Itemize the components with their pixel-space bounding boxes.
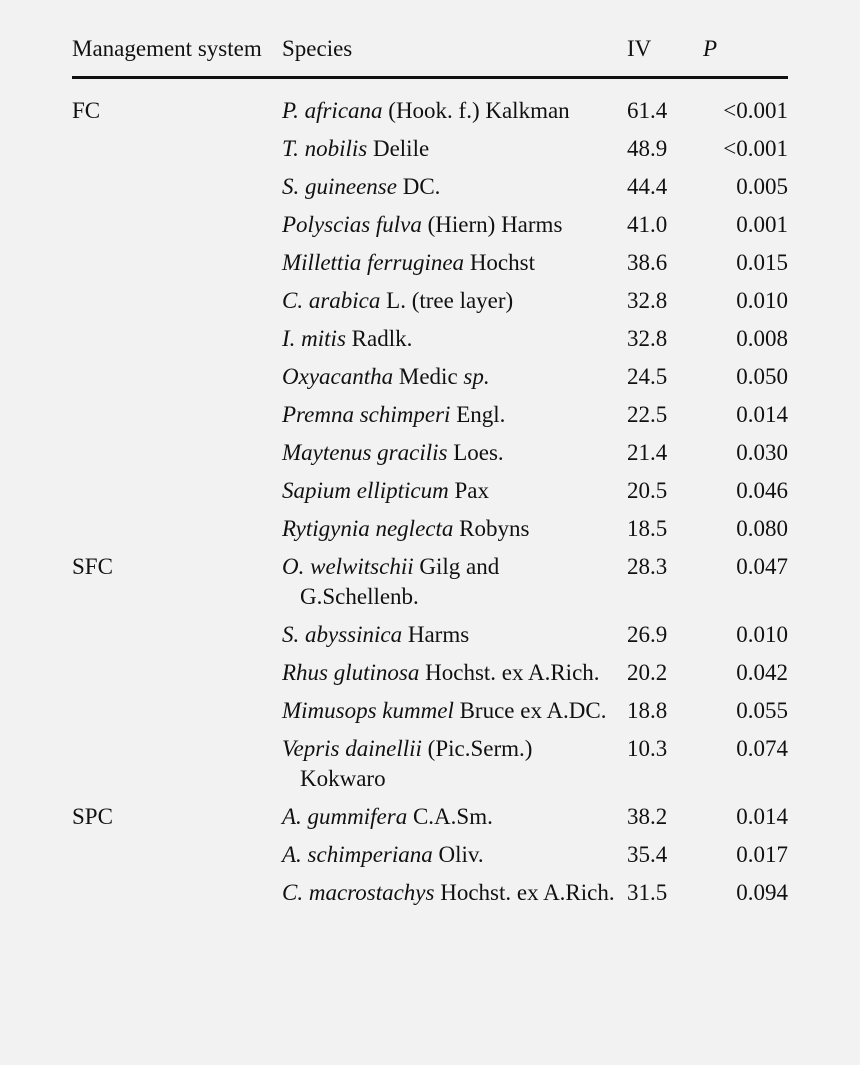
iv-cell: 10.3 — [627, 736, 668, 761]
iv-cell: 20.2 — [627, 660, 668, 685]
management-system-cell — [72, 324, 282, 362]
species-authority: Medic — [393, 364, 464, 389]
p-value-cell: 0.030 — [736, 440, 788, 465]
iv-cell: 22.5 — [627, 402, 668, 427]
species-cell — [282, 362, 627, 400]
p-value-cell: 0.042 — [736, 660, 788, 685]
p-value-cell: 0.010 — [736, 288, 788, 313]
table-row — [72, 324, 788, 362]
species-cell — [282, 878, 627, 916]
table-row — [72, 802, 788, 840]
species-authority: Robyns — [453, 516, 530, 541]
species-name: Oxyacantha — [282, 364, 394, 389]
species-authority: Delile — [367, 136, 430, 161]
p-value-cell: <0.001 — [723, 136, 788, 161]
iv-cell: 26.9 — [627, 622, 668, 647]
management-system-cell: SFC — [72, 554, 113, 579]
species-authority: Hochst. ex A.Rich. — [434, 880, 615, 905]
species-authority: (Hiern) Harms — [421, 212, 563, 237]
iv-cell: 48.9 — [627, 136, 668, 161]
management-system-cell — [72, 734, 282, 802]
p-value-cell: 0.014 — [736, 804, 788, 829]
iv-cell: 20.5 — [627, 478, 668, 503]
species-name: C. macrostachys — [282, 880, 435, 905]
p-value-cell: 0.074 — [736, 736, 788, 761]
table-row — [72, 134, 788, 172]
header-iv: IV — [627, 34, 695, 78]
table-header — [72, 34, 788, 78]
management-system-cell — [72, 696, 282, 734]
species-authority: Gilg and G.Schellenb. — [300, 554, 500, 609]
species-cell — [282, 324, 627, 362]
species-name: Rhus glutinosa — [282, 660, 420, 685]
table-row — [72, 514, 788, 552]
iv-cell: 24.5 — [627, 364, 668, 389]
species-name: P. africana — [282, 98, 383, 123]
species-authority: Loes. — [447, 440, 504, 465]
p-value-cell: 0.001 — [736, 212, 788, 237]
species-authority: Radlk. — [345, 326, 413, 351]
p-value-cell: 0.010 — [736, 622, 788, 647]
species-name: C. arabica — [282, 288, 381, 313]
p-value-cell: 0.046 — [736, 478, 788, 503]
table-row — [72, 438, 788, 476]
iv-cell: 21.4 — [627, 440, 668, 465]
species-name: I. mitis — [282, 326, 346, 351]
p-value-cell: 0.094 — [736, 880, 788, 905]
species-authority: C.A.Sm. — [407, 804, 493, 829]
species-authority: Engl. — [450, 402, 506, 427]
header-species: Species — [282, 34, 627, 78]
table-row — [72, 286, 788, 324]
species-cell — [282, 172, 627, 210]
management-system-cell — [72, 476, 282, 514]
table-row — [72, 878, 788, 916]
p-value-cell: 0.080 — [736, 516, 788, 541]
table-body — [72, 78, 788, 917]
species-name: Mimusops kummel — [282, 698, 454, 723]
management-system-cell — [72, 878, 282, 916]
management-system-cell — [72, 286, 282, 324]
species-cell — [282, 514, 627, 552]
iv-cell: 28.3 — [627, 554, 668, 579]
management-system-cell — [72, 134, 282, 172]
iv-cell: 61.4 — [627, 98, 668, 123]
management-system-cell — [72, 400, 282, 438]
species-authority: Oliv. — [432, 842, 484, 867]
iv-cell: 41.0 — [627, 212, 668, 237]
table-row — [72, 248, 788, 286]
species-name: T. nobilis — [282, 136, 368, 161]
species-name: Maytenus gracilis — [282, 440, 448, 465]
species-authority: Bruce ex A.DC. — [453, 698, 607, 723]
iv-cell: 31.5 — [627, 880, 668, 905]
management-system-cell — [72, 438, 282, 476]
header-p: P — [695, 34, 788, 78]
iv-cell: 38.2 — [627, 804, 668, 829]
species-cell — [282, 840, 627, 878]
p-value-cell: <0.001 — [723, 98, 788, 123]
species-authority: Pax — [448, 478, 489, 503]
table-row — [72, 552, 788, 620]
species-cell — [282, 248, 627, 286]
table-row — [72, 172, 788, 210]
species-authority: Hochst. ex A.Rich. — [419, 660, 600, 685]
management-system-cell: FC — [72, 98, 101, 123]
p-value-cell: 0.014 — [736, 402, 788, 427]
species-authority: Hochst — [464, 250, 535, 275]
species-cell — [282, 734, 627, 802]
species-cell — [282, 802, 627, 840]
management-system-cell — [72, 362, 282, 400]
table-row — [72, 696, 788, 734]
species-authority: DC. — [396, 174, 441, 199]
management-system-cell — [72, 658, 282, 696]
species-cell — [282, 286, 627, 324]
species-name: Vepris dainellii — [282, 736, 422, 761]
indicator-species-table-container — [72, 34, 788, 916]
species-cell — [282, 78, 627, 135]
species-authority: L. (tree layer) — [380, 288, 514, 313]
table-row — [72, 734, 788, 802]
species-name: O. welwitschii — [282, 554, 414, 579]
iv-cell: 32.8 — [627, 326, 668, 351]
management-system-cell — [72, 210, 282, 248]
species-name: A. schimperiana — [282, 842, 433, 867]
p-value-cell: 0.017 — [736, 842, 788, 867]
species-authority: (Hook. f.) Kalkman — [382, 98, 570, 123]
species-cell — [282, 620, 627, 658]
species-name: Sapium ellipticum — [282, 478, 449, 503]
species-cell — [282, 658, 627, 696]
species-cell — [282, 400, 627, 438]
management-system-cell — [72, 514, 282, 552]
table-row — [72, 620, 788, 658]
p-value-cell: 0.055 — [736, 698, 788, 723]
iv-cell: 38.6 — [627, 250, 668, 275]
p-value-cell: 0.008 — [736, 326, 788, 351]
species-name: Rytigynia neglecta — [282, 516, 454, 541]
species-cell — [282, 210, 627, 248]
species-authority: Harms — [402, 622, 470, 647]
species-name: Polyscias fulva — [282, 212, 422, 237]
iv-cell: 32.8 — [627, 288, 668, 313]
species-name: Premna schimperi — [282, 402, 451, 427]
management-system-cell — [72, 248, 282, 286]
indicator-species-table — [72, 34, 788, 916]
table-row — [72, 362, 788, 400]
species-qualifier: sp. — [463, 364, 490, 389]
table-row — [72, 476, 788, 514]
iv-cell: 44.4 — [627, 174, 668, 199]
p-value-cell: 0.005 — [736, 174, 788, 199]
header-row — [72, 34, 788, 78]
p-value-cell: 0.047 — [736, 554, 788, 579]
management-system-cell — [72, 620, 282, 658]
management-system-cell — [72, 172, 282, 210]
header-management-system: Management system — [72, 34, 282, 78]
species-cell — [282, 696, 627, 734]
p-value-cell: 0.050 — [736, 364, 788, 389]
p-value-cell: 0.015 — [736, 250, 788, 275]
species-name: S. guineense — [282, 174, 397, 199]
iv-cell: 35.4 — [627, 842, 668, 867]
species-name: S. abyssinica — [282, 622, 403, 647]
table-row — [72, 840, 788, 878]
table-row — [72, 210, 788, 248]
iv-cell: 18.8 — [627, 698, 668, 723]
species-name: A. gummifera — [282, 804, 408, 829]
table-row — [72, 78, 788, 135]
species-authority: (Pic.Serm.) Kokwaro — [300, 736, 533, 791]
iv-cell: 18.5 — [627, 516, 668, 541]
species-name: Millettia ferruginea — [282, 250, 465, 275]
management-system-cell: SPC — [72, 804, 113, 829]
species-cell — [282, 476, 627, 514]
table-row — [72, 400, 788, 438]
table-row — [72, 658, 788, 696]
species-cell — [282, 134, 627, 172]
species-cell — [282, 438, 627, 476]
species-cell — [282, 552, 627, 620]
management-system-cell — [72, 840, 282, 878]
